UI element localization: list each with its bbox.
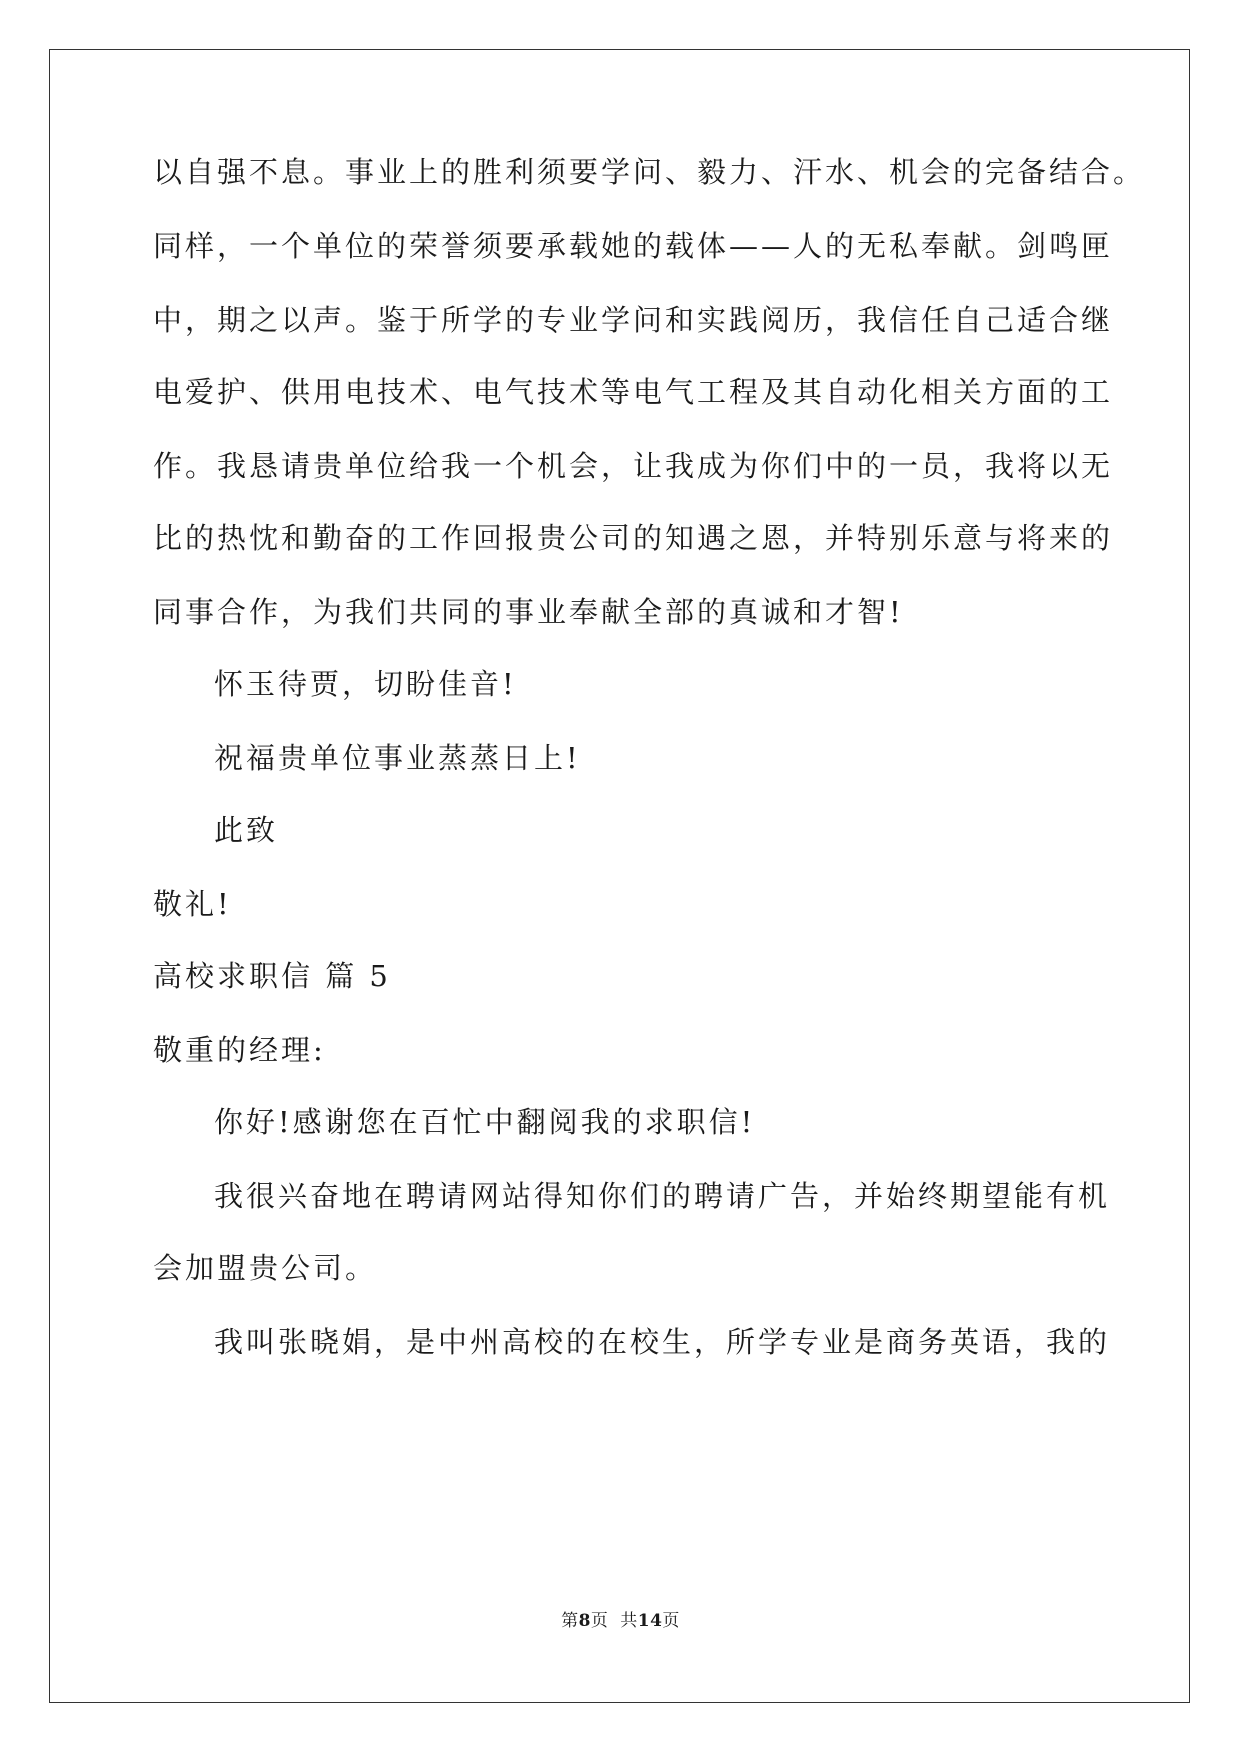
text-line: 同事合作，为我们共同的事业奉献全部的真诚和才智! — [153, 595, 904, 629]
page-number-footer — [0, 1606, 1241, 1631]
footer-suffix: 页 — [662, 1611, 680, 1631]
text-line: 中，期之以声。鉴于所学的专业学问和实践阅历，我信任自己适合继 — [153, 303, 1114, 337]
text-line: 我叫张晓娟，是中州高校的在校生，所学专业是商务英语，我的 — [214, 1325, 1111, 1359]
text-line: 电爱护、供用电技术、电气技术等电气工程及其自动化相关方面的工 — [153, 375, 1114, 409]
text-line: 你好!感谢您在百忙中翻阅我的求职信! — [214, 1105, 756, 1139]
section-heading: 高校求职信 篇 5 — [153, 959, 391, 993]
text-line: 以自强不息。事业上的胜利须要学问、毅力、汗水、机会的完备结合。 — [153, 155, 1146, 189]
page-border — [49, 49, 1190, 1703]
text-line: 作。我恳请贵单位给我一个机会，让我成为你们中的一员，我将以无 — [153, 449, 1114, 483]
text-line: 比的热忱和勤奋的工作回报贵公司的知遇之恩，并特别乐意与将来的 — [153, 521, 1114, 555]
current-page-number: 8 — [578, 1611, 591, 1631]
text-line: 会加盟贵公司。 — [153, 1251, 378, 1285]
text-line: 我很兴奋地在聘请网站得知你们的聘请广告，并始终期望能有机 — [214, 1179, 1111, 1213]
salutation: 敬重的经理: — [153, 1033, 326, 1067]
text-line: 怀玉待贾，切盼佳音! — [214, 667, 517, 701]
text-line: 敬礼! — [153, 887, 232, 921]
footer-prefix: 第 — [561, 1611, 579, 1631]
text-line: 此致 — [214, 813, 279, 847]
footer-middle: 页 共 — [590, 1611, 638, 1631]
total-page-count: 14 — [637, 1611, 663, 1631]
text-line: 同样，一个单位的荣誉须要承载她的载体——人的无私奉献。剑鸣匣 — [153, 229, 1114, 263]
text-line: 祝福贵单位事业蒸蒸日上! — [214, 741, 581, 775]
